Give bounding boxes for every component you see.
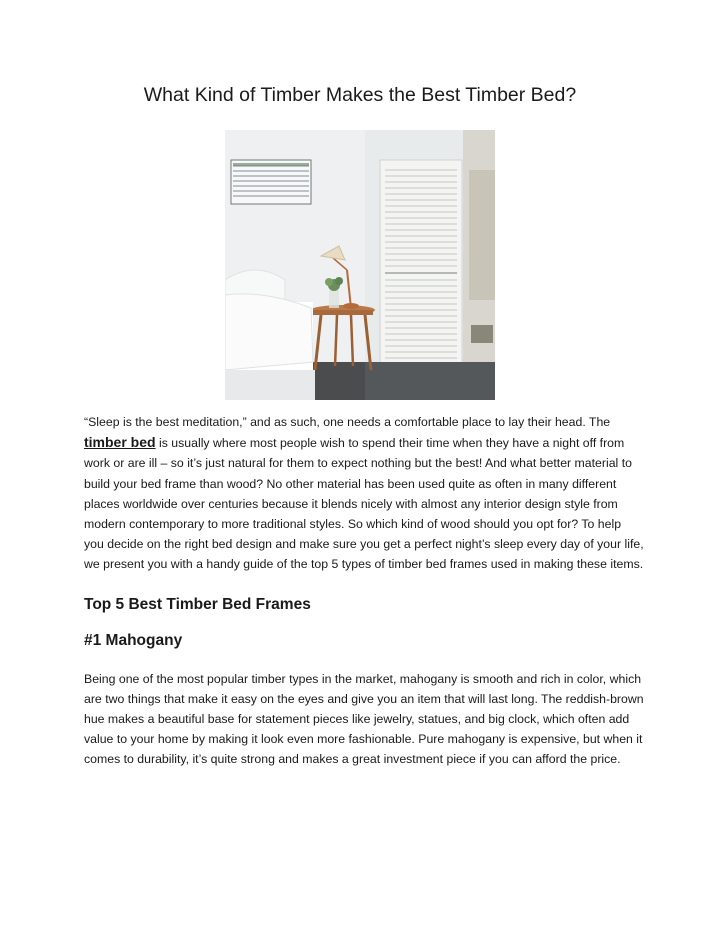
mahogany-paragraph: Being one of the most popular timber types in the market, mahogany is smooth and rich in color, which are two things that make it easy on the eyes and give you an item that will last long. The reddish-brown hue makes a beautiful base for statement pieces like jewelry, statues, and big clock, which often add value to your home by making it look even more fashionable. Pure mahogany is expensive, but when it comes to durability, it’s quite strong and makes a great investment piece if you can afford the price. [84,671,644,767]
intro-text-before-link: “Sleep is the best meditation,” and as such, one needs a comfortable place to lay their head. The [84,415,611,429]
timber-bed-link[interactable]: timber bed [84,434,156,451]
subsection-heading-mahogany: #1 Mahogany [84,631,183,649]
article-body [84,412,644,770]
bedroom-photo [225,130,495,400]
section-heading: Top 5 Best Timber Bed Frames [84,595,311,613]
page-title: What Kind of Timber Makes the Best Timber Bed? [143,84,577,106]
intro-text-after-link: is usually where most people wish to spend their time when they have a night off from work or are ill – so it’s just natural for them to expect nothing but the best! And what better material to build your bed frame than wood? No other material has been used quite as often in many different places worldwide over centuries because it blends nicely with almost any interior design style from modern contemporary to more traditional styles. So which kind of wood should you opt for? To help you decide on the right bed design and make sure you get a perfect night’s sleep every day of your life, we present you with a handy guide of the top 5 types of timber bed frames used in making these items. [84,436,644,572]
intro-paragraph [84,412,644,575]
